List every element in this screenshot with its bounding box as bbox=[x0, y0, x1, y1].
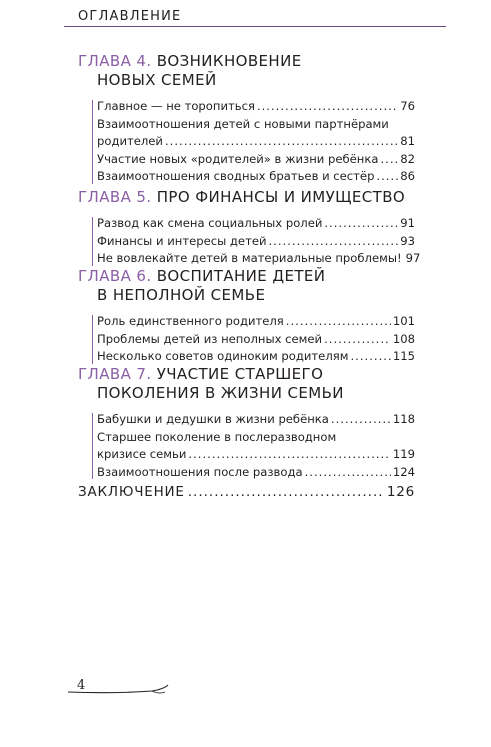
entry-title: Развод как смена социальных ролей bbox=[97, 216, 323, 230]
toc-entry[interactable] bbox=[97, 215, 415, 233]
entry-title: Бабушки и дедушки в жизни ребёнка bbox=[97, 412, 329, 426]
chapter-number: ГЛАВА 6. bbox=[78, 267, 152, 285]
chapter-title: ПРО ФИНАНСЫ И ИМУЩЕСТВО bbox=[156, 188, 406, 206]
dot-leader bbox=[269, 233, 399, 251]
entry-page-number: 93 bbox=[400, 233, 415, 248]
entry-title: кризисе семьи bbox=[97, 447, 187, 461]
entry-page-number: 91 bbox=[400, 216, 415, 230]
dot-leader bbox=[380, 151, 398, 169]
entry-title: Не вовлекайте детей в материальные проблемы! bbox=[97, 251, 402, 265]
entry-list bbox=[78, 411, 415, 481]
toc-entry[interactable] bbox=[97, 429, 415, 464]
entry-title: Проблемы детей из неполных семей bbox=[97, 331, 323, 346]
entry-page-number: 101 bbox=[392, 314, 415, 328]
chapter-title: ВОЗНИКНОВЕНИЕ bbox=[156, 52, 302, 70]
dot-leader bbox=[376, 168, 398, 186]
chapter-title: ВОСПИТАНИЕ ДЕТЕЙ bbox=[156, 267, 326, 285]
dot-leader bbox=[324, 215, 398, 233]
dot-leader bbox=[188, 446, 390, 464]
dot-leader bbox=[331, 411, 391, 429]
entry-page-number: 119 bbox=[392, 447, 415, 461]
entry-page-number: 118 bbox=[392, 412, 415, 426]
dot-leader bbox=[257, 98, 398, 116]
page-number: 4 bbox=[77, 678, 86, 693]
toc-entry[interactable] bbox=[97, 116, 415, 151]
dot-leader bbox=[165, 133, 398, 151]
toc-entry[interactable] bbox=[97, 331, 415, 349]
toc-entry[interactable] bbox=[97, 464, 415, 482]
chapter-section bbox=[78, 365, 415, 481]
running-header: ОГЛАВЛЕНИЕ bbox=[78, 9, 182, 24]
chapter-number: ГЛАВА 4. bbox=[78, 52, 152, 70]
entry-title: Финансы и интересы детей bbox=[97, 233, 267, 248]
chapter-heading[interactable] bbox=[78, 365, 415, 403]
entry-page-number: 115 bbox=[392, 349, 415, 363]
toc-entry[interactable] bbox=[97, 98, 415, 116]
toc-entry[interactable] bbox=[97, 348, 415, 366]
chapter-section bbox=[78, 267, 415, 366]
entry-title: Несколько советов одиноким родителям bbox=[97, 349, 349, 363]
toc-entry[interactable] bbox=[97, 151, 415, 169]
entry-title: Взаимоотношения детей с новыми партнёрами bbox=[97, 116, 389, 131]
entry-title: Главное — не торопиться bbox=[97, 99, 255, 113]
dot-leader bbox=[286, 313, 391, 331]
entry-page-number: 124 bbox=[392, 464, 415, 479]
toc-entry-conclusion[interactable] bbox=[78, 484, 415, 500]
chapter-number: ГЛАВА 5. bbox=[78, 188, 152, 206]
dot-leader bbox=[305, 464, 391, 482]
chapter-section bbox=[78, 52, 415, 186]
entry-page-number: 108 bbox=[392, 331, 415, 346]
chapter-title-continued: ПОКОЛЕНИЯ В ЖИЗНИ СЕМЬИ bbox=[97, 384, 344, 402]
entry-page-number: 76 bbox=[400, 99, 415, 113]
chapter-title-continued: В НЕПОЛНОЙ СЕМЬЕ bbox=[97, 286, 266, 304]
entry-bracket-line bbox=[92, 315, 93, 364]
entry-page-number: 82 bbox=[400, 151, 415, 166]
entry-bracket-line bbox=[92, 413, 93, 479]
chapter-heading[interactable] bbox=[78, 267, 415, 305]
dot-leader bbox=[324, 331, 391, 349]
conclusion-page: 126 bbox=[386, 484, 415, 500]
chapter-title-continued: НОВЫХ СЕМЕЙ bbox=[97, 71, 217, 89]
header-rule bbox=[64, 26, 446, 27]
chapter-number: ГЛАВА 7. bbox=[78, 365, 152, 383]
entry-page-number: 97 bbox=[405, 251, 421, 265]
entry-title: родителей bbox=[97, 134, 163, 148]
toc-entry[interactable] bbox=[97, 313, 415, 331]
chapter-heading[interactable] bbox=[78, 188, 415, 207]
toc-entry[interactable] bbox=[97, 250, 421, 268]
entry-bracket-line bbox=[92, 217, 93, 266]
entry-page-number: 81 bbox=[400, 134, 415, 148]
entry-title: Взаимоотношения после развода bbox=[97, 464, 303, 479]
toc-entry[interactable] bbox=[97, 233, 415, 251]
toc-entry[interactable] bbox=[97, 168, 415, 186]
entry-page-number: 86 bbox=[400, 169, 415, 183]
chapter-title: УЧАСТИЕ СТАРШЕГО bbox=[156, 365, 324, 383]
conclusion-label: ЗАКЛЮЧЕНИЕ bbox=[78, 484, 185, 500]
dot-leader bbox=[350, 348, 390, 366]
dot-leader bbox=[188, 484, 384, 500]
chapter-section bbox=[78, 188, 421, 268]
toc-entry[interactable] bbox=[97, 411, 415, 429]
entry-bracket-line bbox=[92, 100, 93, 184]
entry-list bbox=[78, 215, 421, 268]
chapter-heading[interactable] bbox=[78, 52, 415, 90]
entry-list bbox=[78, 98, 415, 186]
entry-title: Участие новых «родителей» в жизни ребёнка bbox=[97, 151, 379, 166]
entry-list bbox=[78, 313, 415, 366]
entry-title: Взаимоотношения сводных братьев и сестёр bbox=[97, 169, 375, 183]
entry-title: Старшее поколение в послеразводном bbox=[97, 429, 337, 444]
entry-title: Роль единственного родителя bbox=[97, 314, 284, 328]
